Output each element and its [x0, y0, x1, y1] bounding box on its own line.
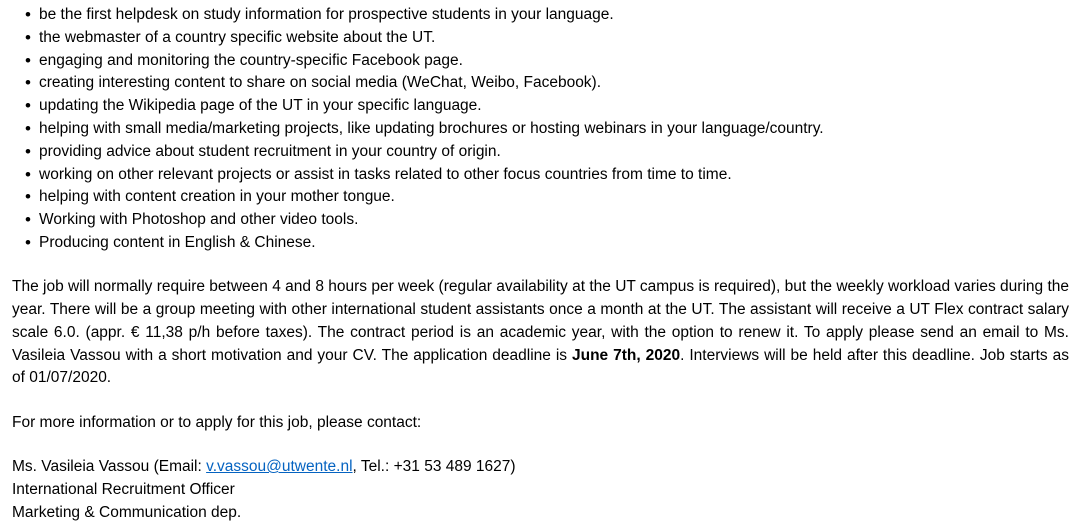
contact-name-line — [12, 456, 1069, 479]
document-body — [12, 4, 1069, 524]
list-item: • updating the Wikipedia page of the UT in your specific language. — [12, 95, 1069, 118]
contact-title: International Recruitment Officer — [12, 480, 235, 498]
list-item: • creating interesting content to share on social media (WeChat, Weibo, Facebook). — [12, 72, 1069, 95]
job-description-text-end: . Interviews will be held after this deadline. Job starts as of 01/07/2020. — [12, 346, 1069, 387]
list-item: • Working with Photoshop and other video tools. — [12, 209, 1069, 232]
list-item: • helping with content creation in your mother tongue. — [12, 186, 1069, 209]
contact-department: Marketing & Communication dep. — [12, 503, 242, 521]
application-deadline: June 7th, 2020 — [572, 346, 681, 364]
list-item: • helping with small media/marketing projects, like updating brochures or hosting webinars in your language/country. — [12, 118, 1069, 141]
contact-name: Ms. Vasileia Vassou (Email: — [12, 458, 207, 476]
job-description-text: The job will normally require between 4 and 8 hours per week (regular availability at the UT campus is required), but the weekly workload varies during the year. There will be a group meeting with other international student assistants once a month at the UT. The assistant will receive a UT Flex contract salary scale 6.0. (appr. € 11,38 p/h before taxes). The contract period is an academic year, with the option to renew it. To apply please send an email to Ms. Vasileia Vassou with a short motivation and your CV. The application deadline is — [12, 278, 1069, 364]
list-item: • providing advice about student recruitment in your country of origin. — [12, 141, 1069, 164]
contact-phone: , Tel.: +31 53 489 1627) — [352, 458, 516, 476]
email-link[interactable]: v.vassou@utwente.nl — [206, 458, 353, 476]
list-item: • the webmaster of a country specific website about the UT. — [12, 27, 1069, 50]
list-item: • be the first helpdesk on study information for prospective students in your language. — [12, 4, 1069, 27]
list-item: • Producing content in English & Chinese. — [12, 232, 1069, 255]
list-item: • engaging and monitoring the country-specific Facebook page. — [12, 50, 1069, 73]
duties-list — [12, 4, 1069, 255]
job-description-paragraph — [12, 276, 1069, 390]
contact-block — [12, 456, 1069, 524]
list-item: • working on other relevant projects or assist in tasks related to other focus countries from time to time. — [12, 164, 1069, 187]
contact-intro: For more information or to apply for this job, please contact: — [12, 413, 422, 431]
